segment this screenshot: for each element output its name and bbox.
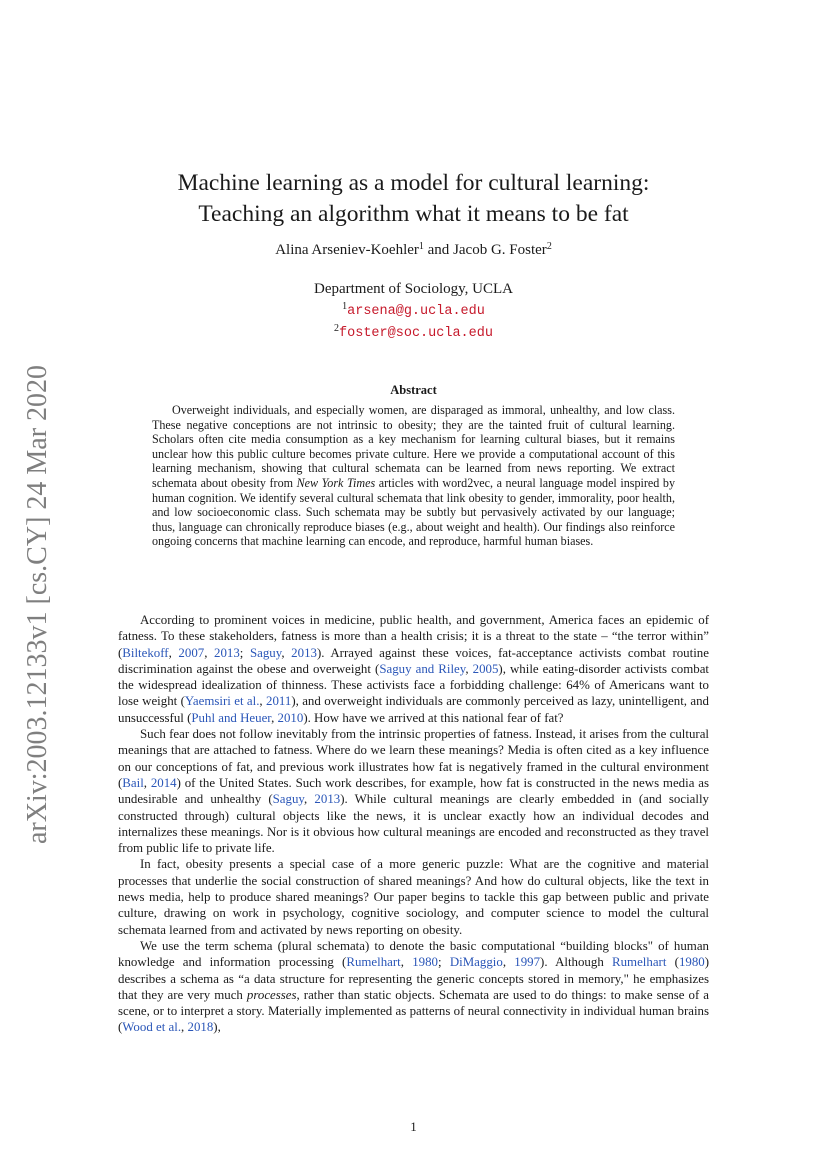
citation-link[interactable]: 2018 [187,1020,214,1035]
abstract-italic: New York Times [296,475,376,490]
abstract-fragment: Overweight individuals, and especially women, are disparaged as immoral, unhealthy, and low class. These negative conceptions are not intrinsic to obesity; they are the tainted fruit of cultural learning. Scholars often cite media consumption as a key mechanism for learning cultural biases, but it remains unclear how this public culture becomes private culture. Here we provide a computational account of this learning mechanism, showing that cultural schemata can be learned from news reporting. We extract schemata about obesity from [152,403,675,490]
author-name: Jacob G. Foster [453,242,547,258]
italic-term: processes [246,987,297,1002]
email-link[interactable]: foster@soc.ucla.edu [339,326,493,341]
citation-link[interactable]: DiMaggio [449,955,503,970]
paragraph [118,726,709,856]
title-line-2: Teaching an algorithm what it means to be fat [198,201,629,227]
text-run: According to prominent voices in medicine, public health, and government, America faces an epidemic of fatness. To these stakeholders, fatness is more than a health crisis; it is a threat to the state – “the terror within” ( [118,613,709,660]
text-run: , [281,645,292,660]
citation-link[interactable]: Saguy [249,645,282,660]
text-run: , [181,1020,188,1035]
citation-link[interactable]: 2013 [214,645,240,660]
text-run: , [168,645,179,660]
text-run: ). Arrayed against these voices, fat-acceptance activists combat routine discrimination against the obese and overweight ( [118,645,709,676]
paragraph [118,938,709,1036]
arxiv-identifier: arXiv:2003.12133v1 [cs.CY] 24 Mar 2020 [22,364,53,844]
text-run: We use the term schema (plural schemata) to denote the basic computational “building blocks" of human knowledge and information processing ( [118,938,709,970]
citation-link[interactable]: 1997 [514,955,541,970]
text-run: ), and overweight individuals are commonly perceived as lazy, unintelligent, and unsuccessful ( [118,694,709,725]
citation-link[interactable]: 2013 [314,792,341,807]
abstract-fragment: articles with word2vec, a neural language model inspired by human cognition. We identify several cultural schemata that link obesity to gender, immorality, poor health, and low socioeconomic class. Such schemata may be subtly but pervasively activated by our language; thus, language can chronically reproduce biases (e.g., about weight and health). Our findings also reinforce ongoing concerns that machine learning can encode, and reproduce, harmful human biases. [152,475,675,549]
citation-link[interactable]: 1980 [678,955,705,970]
email-line [100,322,727,344]
text-run: Such fear does not follow inevitably from the intrinsic properties of fatness. Instead, it arises from the cultural meanings that are attached to fatness. Where do we learn these meanings? Media is often cited as a key influence on our conceptions of fat, and previous work illustrates how fat is negatively framed in the cultural environment ( [118,727,709,790]
author-superscript: 1 [418,241,424,252]
citation-link[interactable]: 2010 [277,710,304,725]
text-run: , [204,645,215,660]
text-run: ( [666,955,679,970]
text-run: ) describes a schema as “a data structure for representing the generic concepts stored in memory," he emphasizes that they are very much [118,955,710,1002]
title-line-1: Machine learning as a model for cultural learning: [177,170,650,196]
citation-link[interactable]: 2007 [178,645,205,660]
citation-link[interactable]: 2013 [291,645,317,660]
paragraph [118,612,709,726]
text-run: ) of the United States. Such work describes, for example, how fat is constructed in the news media as undesirable and unhealthy ( [118,775,709,807]
citation-link[interactable]: Biltekoff [122,645,169,660]
citation-link[interactable]: 2005 [472,661,499,676]
email-superscript: 2 [334,323,340,334]
author-list [100,242,727,259]
text-run: , [304,792,315,807]
citation-link[interactable]: Rumelhart [612,955,667,970]
text-run: ; [438,955,450,970]
abstract-text [152,403,675,549]
author-separator: and [427,242,454,258]
citation-link[interactable]: Bail [122,775,144,790]
text-run: ), [213,1020,221,1035]
body-text [118,612,709,1036]
text-run: , [271,710,278,725]
affiliation: Department of Sociology, UCLA [314,281,513,297]
abstract-heading: Abstract [390,383,437,397]
text-run: , [400,955,413,970]
text-run: ; [239,645,250,660]
citation-link[interactable]: Rumelhart [346,955,401,970]
text-run: , [502,955,515,970]
paper-title [100,168,727,230]
text-run: ). Although [540,955,612,970]
citation-link[interactable]: Saguy [272,792,305,807]
citation-link[interactable]: Wood et al. [122,1020,182,1035]
author-superscript: 2 [546,241,552,252]
citation-link[interactable]: Puhl and Heuer [191,710,272,725]
page-number: 1 [410,1119,417,1134]
text-run: , [143,775,151,790]
affiliation-block [100,279,727,344]
text-run: ). How have we arrived at this national fear of fat? [303,710,564,725]
citation-link[interactable]: 1980 [412,955,438,970]
text-run: ). While cultural meanings are clearly embedded in (and socially constructed through) cultural objects like the news, it is unclear exactly how an individual decodes and internalizes these meanings. Nor is it obvious how cultural meanings are encoded and reconstructed as they travel from public life to private life. [118,792,709,856]
text-run: In fact, obesity presents a special case of a more generic puzzle: What are the cognitive and material processes that underlie the social construction of shared meanings? And how do cultural objects, like the text in news media, help to produce shared meanings? Our paper begins to tackle this gap between public and private culture, drawing on work in psychology, cognitive sociology, and computer science to model the cultural schemata learned from and activated by news reporting on obesity. [118,857,709,937]
citation-link[interactable]: 2014 [150,775,177,790]
paragraph [118,856,709,937]
email-superscript: 1 [342,301,348,312]
text-run: , [259,694,267,709]
author-name: Alina Arseniev-Koehler [275,242,419,258]
citation-link[interactable]: Yaemsiri et al. [184,694,260,709]
email-link[interactable]: arsena@g.ucla.edu [347,304,485,319]
text-run: , [465,661,473,676]
email-line [100,300,727,322]
text-run: , rather than static objects. Schemata are used to do things: to make sense of a scene, or to interpret a story. Materially implemented as patterns of neural connectivity in individual human brains ( [118,987,710,1035]
citation-link[interactable]: 2011 [266,694,292,709]
text-run: ), while eating-disorder activists combat the widespread idealization of thinness. These activists face a forbidding challenge: 64% of Americans want to lose weight ( [118,661,710,709]
citation-link[interactable]: Saguy and Riley [379,661,466,676]
